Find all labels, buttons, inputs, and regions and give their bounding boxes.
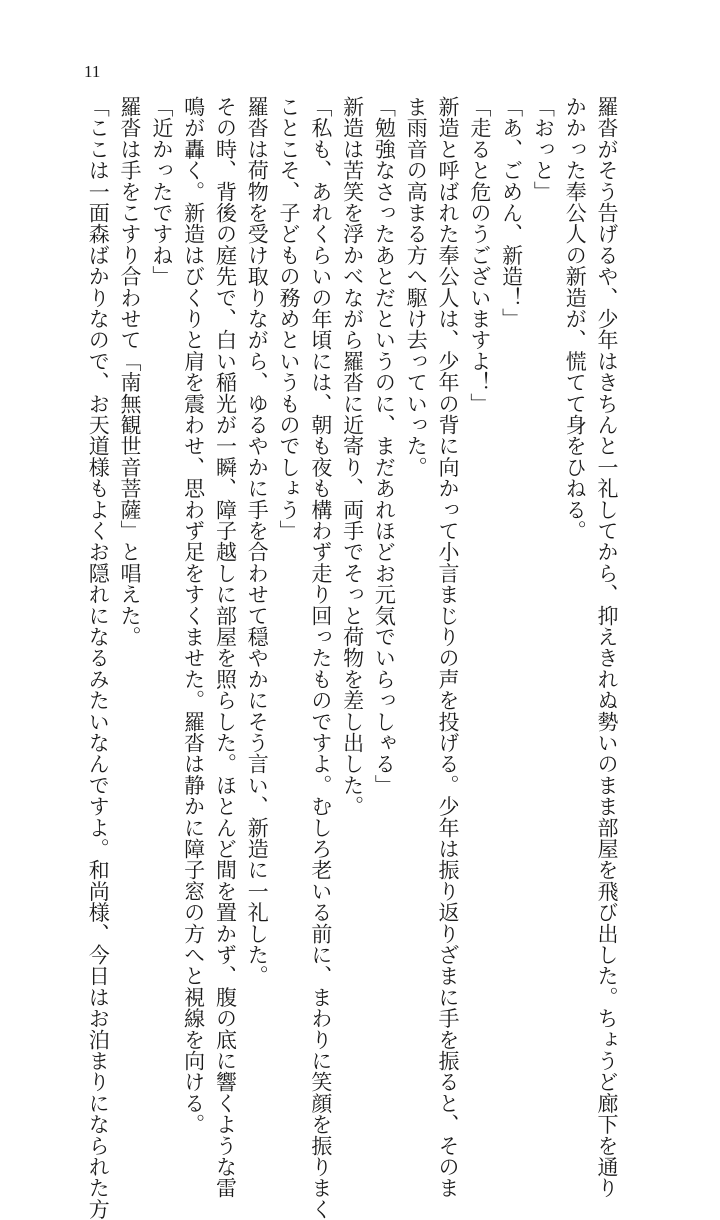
body-text bbox=[81, 96, 622, 1220]
text-line: その時、背後の庭先で、白い稲光が一瞬、障子越しに部屋を照らした。ほとんど間を置かず、腹の底に響くような雷 bbox=[213, 96, 238, 1199]
text-line: 羅沓は手をこすり合わせて「南無観世音菩薩」と唱えた。 bbox=[118, 96, 143, 648]
text-line: 「走ると危のうございますよ！」 bbox=[467, 96, 492, 414]
text-line: ま雨音の高まる方へ駆け去っていった。 bbox=[404, 96, 429, 478]
text-line: 羅沓がそう告げるや、少年はきちんと一礼してから、抑えきれぬ勢いのまま部屋を飛び出した。ちょうど廊下を通り bbox=[595, 96, 619, 1199]
text-line: 「勉強なさったあとだというのに、まだあれほどお元気でいらっしゃる」 bbox=[372, 96, 397, 796]
text-line: 羅沓は荷物を受け取りながら、ゆるやかに手を合わせて穏やかにそう言い、新造に一礼した。 bbox=[245, 96, 270, 987]
text-line: 「近かったですね」 bbox=[149, 96, 174, 287]
text-line: ことこそ、子どもの務めというものでしょう」 bbox=[277, 96, 302, 542]
text-line: 「ここは一面森ばかりなので、お天道様もよくお隠れになるみたいなんですよ。和尚様、今日はお泊まりになられた方 bbox=[86, 96, 111, 1220]
text-line: 「あ、ごめん、新造！」 bbox=[499, 96, 524, 330]
text-line: 「私も、あれくらいの年頃には、朝も夜も構わず走り回ったものですよ。むしろ老いる前に、まわりに笑顔を振りまく bbox=[308, 96, 333, 1220]
text-line: 新造と呼ばれた奉公人は、少年の背に向かって小言まじりの声を投げる。少年は振り返りざまに手を振ると、そのま bbox=[436, 96, 461, 1199]
text-line: 「おっと」 bbox=[531, 96, 556, 202]
text-line: 鳴が轟く。新造はびくりと肩を震わせ、思わず足をすくませた。羅沓は静かに障子窓の方へと視線を向ける。 bbox=[181, 96, 206, 1135]
text-line: 新造は苦笑を浮かべながら羅沓に近寄り、両手でそっと荷物を差し出した。 bbox=[340, 96, 365, 817]
page-number: 11 bbox=[84, 62, 101, 81]
text-line: かかった奉公人の新造が、慌てて身をひねる。 bbox=[563, 96, 588, 542]
